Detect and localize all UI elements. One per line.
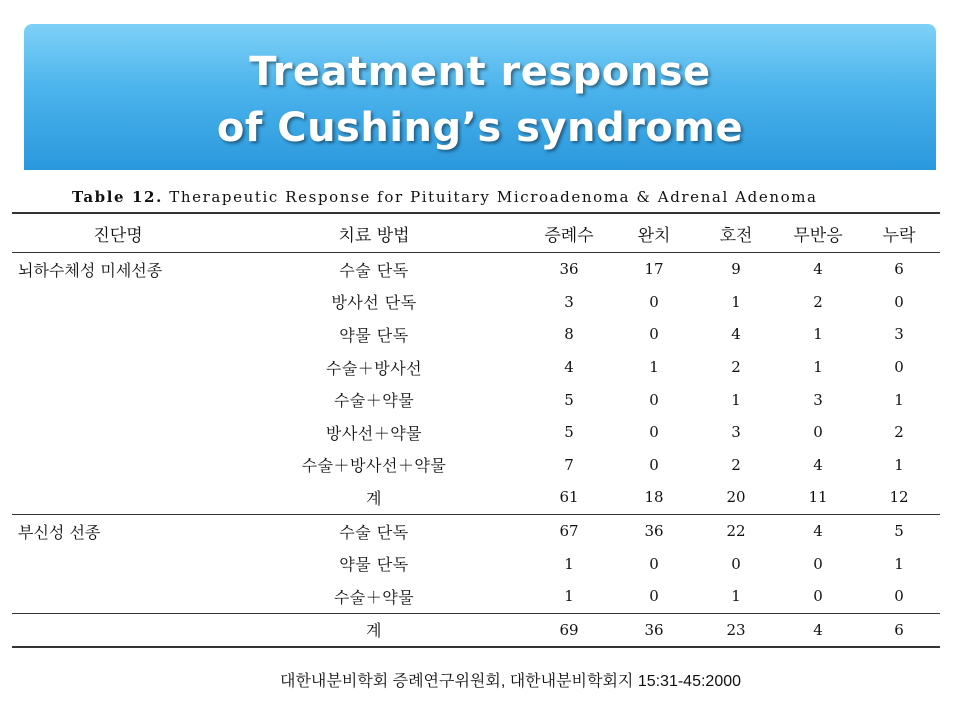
cell-missing: 3 <box>894 325 904 344</box>
table-caption-text: Therapeutic Response for Pituitary Microadenoma & Adrenal Adenoma <box>169 188 818 206</box>
cell-improved: 2 <box>731 455 741 474</box>
table-row <box>12 416 940 449</box>
table-row <box>12 286 940 319</box>
cell-missing: 1 <box>894 455 904 474</box>
cell-method: 계 <box>366 621 382 641</box>
cell-cases: 5 <box>564 390 574 409</box>
cell-diagnosis <box>12 613 224 647</box>
cell-improved: 1 <box>731 390 741 409</box>
cell-no-response: 11 <box>808 488 828 507</box>
cell-improved: 0 <box>731 554 741 573</box>
cell-cure: 0 <box>649 587 659 606</box>
slide-title-line-2: of Cushing’s syndrome <box>216 105 744 151</box>
header-cure: 완치 <box>637 225 671 246</box>
cell-method: 수술＋방사선＋약물 <box>301 456 447 476</box>
cell-method: 수술＋약물 <box>333 391 415 411</box>
cell-method: 방사선＋약물 <box>325 423 423 443</box>
source-citation: 대한내분비학회 증례연구위원회, 대한내분비학회지 15:31-45:2000 <box>280 673 742 690</box>
header-cases: 증례수 <box>544 225 594 246</box>
table-row <box>12 514 940 547</box>
cell-cases: 61 <box>559 488 579 507</box>
cell-no-response: 4 <box>813 620 823 639</box>
table-row <box>12 547 940 580</box>
slide-title <box>24 44 936 156</box>
cell-no-response: 4 <box>813 455 823 474</box>
cell-cure: 0 <box>649 554 659 573</box>
header-no-response: 무반응 <box>793 225 843 246</box>
header-improved: 호전 <box>719 225 753 246</box>
cell-cases: 3 <box>564 292 574 311</box>
cell-diagnosis: 뇌하수체성 미세선종 <box>18 260 163 280</box>
header-missing: 누락 <box>882 225 916 246</box>
header-treatment-method: 치료 방법 <box>338 225 410 246</box>
cell-missing: 5 <box>894 522 904 541</box>
slide-title-line-1: Treatment response <box>249 49 711 95</box>
cell-cure: 17 <box>644 260 664 279</box>
cell-method: 약물 단독 <box>339 325 409 345</box>
cell-method: 계 <box>366 488 382 508</box>
cell-cure: 36 <box>644 522 664 541</box>
cell-no-response: 1 <box>813 325 823 344</box>
table-row-subtotal <box>12 481 940 514</box>
table-row <box>12 383 940 416</box>
table-header-row <box>12 213 940 253</box>
table-row <box>12 253 940 286</box>
cell-cure: 18 <box>644 488 664 507</box>
table-row <box>12 449 940 482</box>
cell-diagnosis <box>12 449 224 482</box>
cell-improved: 22 <box>726 522 746 541</box>
cell-diagnosis <box>12 547 224 580</box>
cell-method: 수술＋약물 <box>333 587 415 607</box>
therapeutic-response-table <box>12 212 940 648</box>
cell-cure: 0 <box>649 455 659 474</box>
cell-missing: 1 <box>894 554 904 573</box>
cell-improved: 3 <box>731 423 741 442</box>
cell-method: 수술 단독 <box>339 522 409 542</box>
table-caption-label: Table 12. <box>72 188 163 206</box>
table-row <box>12 351 940 384</box>
cell-cases: 5 <box>564 423 574 442</box>
cell-missing: 2 <box>894 423 904 442</box>
cell-improved: 20 <box>726 488 746 507</box>
cell-cure: 1 <box>649 358 659 377</box>
cell-cases: 36 <box>559 260 579 279</box>
cell-cases: 7 <box>564 455 574 474</box>
table-row <box>12 580 940 613</box>
cell-improved: 4 <box>731 325 741 344</box>
table-caption <box>72 188 892 206</box>
cell-diagnosis <box>12 481 224 514</box>
cell-diagnosis <box>12 580 224 613</box>
cell-diagnosis: 부신성 선종 <box>18 522 101 542</box>
cell-cases: 67 <box>559 522 579 541</box>
cell-no-response: 0 <box>813 587 823 606</box>
cell-diagnosis <box>12 351 224 384</box>
cell-method: 약물 단독 <box>339 555 409 575</box>
cell-cure: 0 <box>649 390 659 409</box>
cell-cure: 0 <box>649 325 659 344</box>
cell-cases: 8 <box>564 325 574 344</box>
cell-no-response: 0 <box>813 554 823 573</box>
cell-no-response: 3 <box>813 390 823 409</box>
cell-cure: 36 <box>644 620 664 639</box>
cell-diagnosis <box>12 286 224 319</box>
cell-method: 수술＋방사선 <box>325 358 423 378</box>
cell-missing: 12 <box>889 488 909 507</box>
table-row <box>12 318 940 351</box>
cell-no-response: 4 <box>813 260 823 279</box>
cell-cure: 0 <box>649 423 659 442</box>
cell-no-response: 1 <box>813 358 823 377</box>
cell-diagnosis <box>12 416 224 449</box>
cell-improved: 2 <box>731 358 741 377</box>
cell-cases: 1 <box>564 554 574 573</box>
cell-method: 방사선 단독 <box>331 293 417 313</box>
cell-cases: 69 <box>559 620 579 639</box>
header-diagnosis: 진단명 <box>93 225 143 246</box>
cell-cases: 1 <box>564 587 574 606</box>
cell-no-response: 2 <box>813 292 823 311</box>
cell-missing: 6 <box>894 260 904 279</box>
cell-diagnosis <box>12 383 224 416</box>
cell-improved: 1 <box>731 292 741 311</box>
cell-diagnosis <box>12 318 224 351</box>
cell-missing: 6 <box>894 620 904 639</box>
cell-missing: 0 <box>894 358 904 377</box>
cell-improved: 23 <box>726 620 746 639</box>
cell-cure: 0 <box>649 292 659 311</box>
table-row-subtotal <box>12 613 940 647</box>
cell-missing: 0 <box>894 292 904 311</box>
cell-no-response: 4 <box>813 522 823 541</box>
cell-improved: 9 <box>731 260 741 279</box>
cell-no-response: 0 <box>813 423 823 442</box>
cell-cases: 4 <box>564 358 574 377</box>
cell-missing: 0 <box>894 587 904 606</box>
cell-missing: 1 <box>894 390 904 409</box>
cell-improved: 1 <box>731 587 741 606</box>
cell-method: 수술 단독 <box>339 260 409 280</box>
